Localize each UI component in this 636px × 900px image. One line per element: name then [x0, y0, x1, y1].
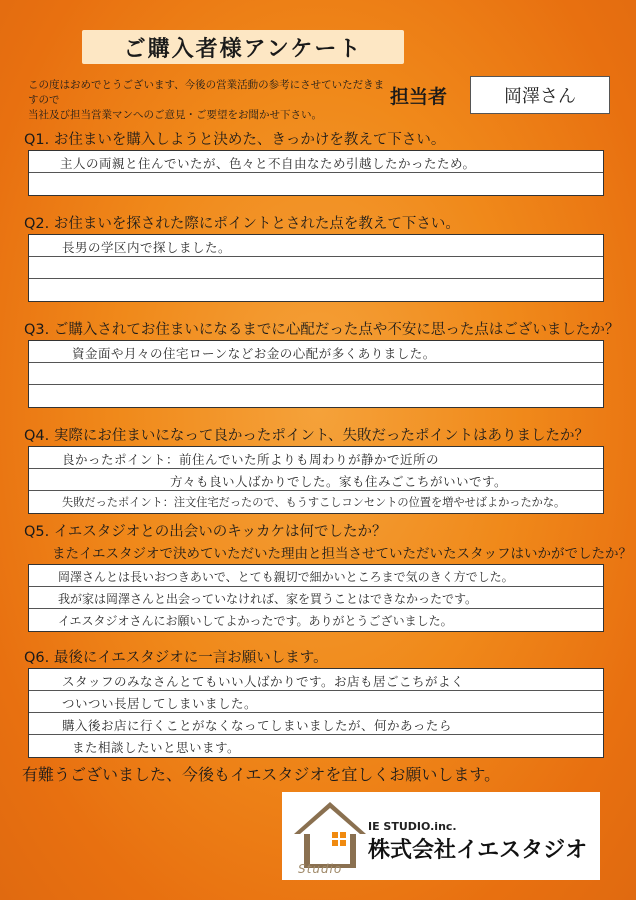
- page-title: ご購入者様アンケート: [82, 30, 404, 64]
- question-6-answer-3: 購入後お店に行くことがなくなってしまいましたが、何かあったら: [62, 718, 452, 733]
- question-4-answer-2: 方々も良い人ばかりでした。家も住みごこちがいいです。: [170, 474, 508, 489]
- answer-line: [29, 363, 603, 385]
- question-5-sublabel: またイエスタジオで決めていただいた理由と担当させていただいたスタッフはいかがでしたか？: [52, 546, 632, 562]
- company-name: 株式会社イエスタジオ: [368, 838, 588, 863]
- answer-line: [29, 173, 603, 195]
- question-5-answer-3: イエスタジオさんにお願いしてよかったです。ありがとうございました。: [58, 614, 453, 628]
- staff-name-field[interactable]: [470, 76, 610, 114]
- answer-line: [29, 257, 603, 279]
- question-6-answer-4: また相談したいと思います。: [72, 740, 241, 755]
- answer-line: [29, 385, 603, 407]
- question-4-answer-3: 失敗だったポイント：注文住宅だったので、もうすこしコンセントの位置を増やせばよかったかな。: [62, 496, 566, 509]
- question-5-label: Q5. イエスタジオとの出会いのキッカケは何でしたか？: [24, 524, 387, 540]
- answer-line: [29, 279, 603, 301]
- question-3-answer-1: 資金面や月々の住宅ローンなどお金の心配が多くありました。: [72, 346, 436, 361]
- question-4-label: Q4. 実際にお住まいになって良かったポイント、失敗だったポイントはありましたか？: [24, 428, 590, 444]
- intro-text: この度はおめでとうございます、今後の営業活動の参考にさせていただきますので 当社及び担当営業マンへのご意見・ご要望をお聞かせ下さい。: [28, 79, 385, 121]
- question-2-label: Q2. お住まいを探された際にポイントとされた点を教えて下さい。: [24, 216, 460, 232]
- staff-name-value: 岡澤さん: [504, 86, 576, 107]
- staff-label: 担当者: [390, 86, 448, 108]
- company-sub-name: IE STUDIO.inc.: [368, 820, 457, 833]
- question-6-answer-1: スタッフのみなさんとてもいい人ばかりです。お店も居ごこちがよく: [62, 674, 465, 689]
- logo-studio-text: Studio: [298, 862, 343, 876]
- question-5-answer-1: 岡澤さんとは長いおつきあいで、とても親切で細かいところまで気のきく方でした。: [58, 570, 514, 584]
- question-6-answer-2: ついつい長居してしまいました。: [62, 696, 258, 711]
- question-4-answer-1: 良かったポイント：前住んでいた所よりも周わりが静かで近所の: [62, 452, 440, 467]
- closing-message: 有難うございました、今後もイエスタジオを宜しくお願いします。: [22, 765, 501, 784]
- question-1-label: Q1. お住まいを購入しようと決めた、きっかけを教えて下さい。: [24, 132, 446, 148]
- question-1-answer-1: 主人の両親と住んでいたが、色々と不自由なため引越したかったため。: [60, 156, 476, 171]
- question-5-answer-2: 我が家は岡澤さんと出会っていなければ、家を買うことはできなかったです。: [58, 592, 478, 606]
- question-6-label: Q6. 最後にイエスタジオに一言お願いします。: [24, 650, 328, 666]
- question-3-label: Q3. ご購入されてお住まいになるまでに心配だった点や不安に思った点はございましたか？: [24, 322, 620, 338]
- question-2-answer-1: 長男の学区内で探しました。: [62, 240, 232, 255]
